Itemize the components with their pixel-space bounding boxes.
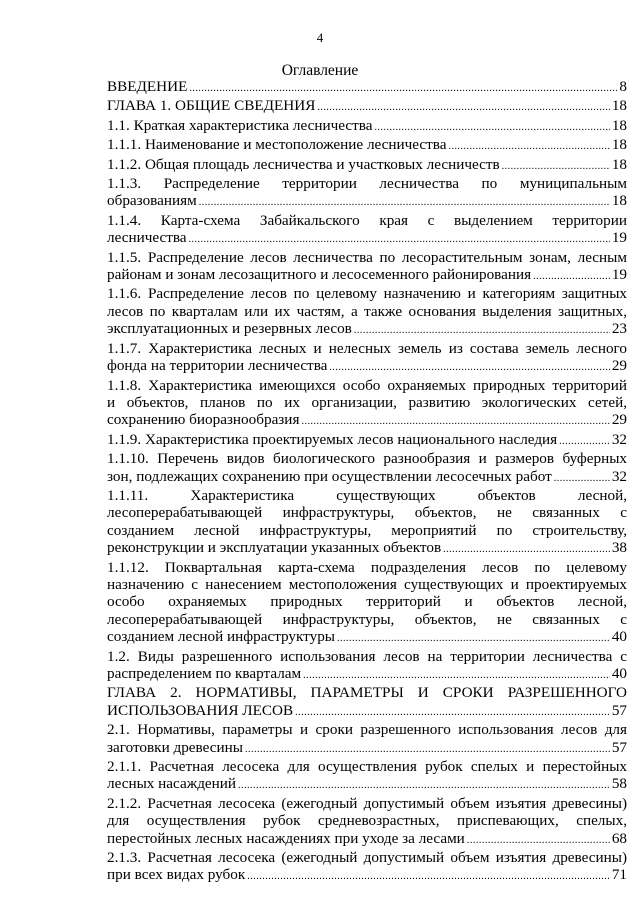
dot-leader [317,99,609,116]
toc-entry[interactable] [107,97,627,116]
toc-entry-title: зон, подлежащих сохранению при осуществлении лесосечных работ [107,467,552,485]
toc-entry-line: 1.1.7. Характеристика лесных и нелесных земель из состава земель лесного [107,339,627,357]
toc-entry-line: 1.1.8. Характеристика имеющихся особо охраняемых природных территорий [107,376,627,394]
toc-entry-page-number: 58 [611,775,627,793]
dot-leader [189,80,617,97]
dot-leader [374,119,609,136]
toc-entry-page-number: 19 [611,266,627,284]
toc-entry[interactable] [107,721,627,758]
toc-entry-leader-line [107,229,627,248]
dot-leader [301,413,609,430]
dot-leader [303,667,610,684]
toc-entry-title: лесных насаждений [107,775,237,793]
toc-entry[interactable] [107,795,627,849]
toc-entry-line: для осуществления рубок средневозрастных, приспевающих, спелых, [107,812,627,830]
toc-entry-line: 1.1.5. Распределение лесов лесничества по лесорастительным зонам, лесным [107,248,627,266]
toc-entry-title: районам и зонам лесозащитного и лесосеменного районирования [107,266,532,284]
toc-entry-line: особо охраняемых природных территорий и объектов лесной, [107,593,627,611]
page-number: 4 [316,30,324,45]
toc-entry-title: 1.1.1. Наименование и местоположение лесничества [107,136,447,154]
toc-entry-leader-line [107,702,627,721]
toc-entry[interactable] [107,285,627,339]
toc-entry-line: 2.1.3. Расчетная лесосека (ежегодный допустимый объем изъятия древесины) [107,849,627,867]
toc-entry-leader-line [107,97,627,116]
toc-entry-title: заготовки древесины [107,738,243,756]
toc-entry-title: 1.1.9. Характеристика проектируемых лесов национального наследия [107,430,558,448]
dot-leader [502,158,610,175]
toc-entry-title: ГЛАВА 1. ОБЩИЕ СВЕДЕНИЯ [107,97,316,115]
toc-entry-title: ИСПОЛЬЗОВАНИЯ ЛЕСОВ [107,701,294,719]
dot-leader [559,433,610,450]
toc-entry-line: 2.1.1. Расчетная лесосека для осуществления рубок спелых и перестойных [107,758,627,776]
toc-entry-title: образованиям [107,192,197,210]
toc-entry-leader-line [107,739,627,758]
toc-entry-title: 1.1. Краткая характеристика лесничества [107,116,373,134]
toc-entry-title: 1.1.2. Общая площадь лесничества и участковых лесничеств [107,155,500,173]
toc-entry-leader-line [107,78,627,97]
toc-entry-line: 1.1.4. Карта-схема Забайкальского края с выделением территории [107,211,627,229]
toc-entry[interactable] [107,156,627,175]
toc-entry-line: 2.1. Нормативы, параметры и сроки разрешенного использования лесов для [107,721,627,739]
toc-entry-leader-line [107,266,627,285]
toc-entry-page-number: 23 [611,320,627,338]
toc-entry-title: лесничества [107,229,187,247]
toc-entry-title: эксплуатационных и резервных лесов [107,320,352,338]
toc-entry-page-number: 40 [611,665,627,682]
toc-entry-title: фонда на территории лесничества [107,357,328,375]
toc-entry[interactable] [107,648,627,685]
toc-entry-leader-line [107,539,627,558]
toc-entry-page-number: 18 [611,97,627,115]
toc-entry-title: перестойных лесных насаждениях при уходе за лесами [107,829,465,847]
toc-entry-leader-line [107,468,627,487]
toc-entry-line: 1.1.11. Характеристика существующих объектов лесной, [107,486,627,504]
toc-entry-title: при всех видах рубок [107,866,246,884]
toc-entry-leader-line [107,628,627,647]
dot-leader [467,832,610,849]
toc-entry-leader-line [107,320,627,339]
toc-entry-page-number: 57 [611,701,627,719]
toc-entry-leader-line [107,136,627,155]
toc-entry-line: лесов по кварталам или их частям, а также основания выделения защитных, [107,302,627,320]
toc-entry-leader-line [107,192,627,211]
toc-entry-title: реконструкции и эксплуатации указанных объектов [107,539,442,557]
toc-entry-page-number: 8 [619,78,627,95]
dot-leader [554,470,610,487]
toc-entry-leader-line [107,156,627,175]
toc-entry[interactable] [107,758,627,795]
toc-entry-line: назначению с нанесением местоположения существующих и проектируемых [107,575,627,593]
toc-entry[interactable] [107,684,627,721]
toc-entry-leader-line [107,665,627,684]
toc-entry-page-number: 18 [611,136,627,154]
toc-entry-line: 1.1.12. Поквартальная карта-схема подразделения лесов по целевому [107,558,627,576]
toc-entry-line: 1.1.10. Перечень видов биологического разнообразия и размеров буферных [107,450,627,468]
dot-leader [189,231,610,248]
toc-entry-page-number: 19 [611,229,627,247]
dot-leader [245,741,610,758]
toc-entry-page-number: 40 [611,628,627,646]
toc-entry[interactable] [107,212,627,249]
toc-entry-line: и объектов, планов по их организации, развитию экологических сетей, [107,393,627,411]
toc-title: Оглавление [281,62,359,79]
toc-entry-leader-line [107,117,627,136]
toc-entry[interactable] [107,340,627,377]
dot-leader [443,541,610,558]
toc-entry[interactable] [107,78,627,97]
toc-entry-page-number: 32 [611,467,627,485]
dot-leader [449,138,610,155]
table-of-contents [107,78,627,886]
dot-leader [329,359,609,376]
dot-leader [295,704,610,721]
toc-entry[interactable] [107,377,627,431]
toc-entry-line: лесоперерабатывающей инфраструктуры, объектов, не связанных с [107,504,627,522]
toc-entry[interactable] [107,487,627,559]
toc-entry-line: 1.1.6. Распределение лесов по целевому назначению и категориям защитных [107,285,627,303]
toc-entry-page-number: 29 [611,411,627,429]
toc-entry[interactable] [107,136,627,155]
toc-entry-page-number: 29 [611,357,627,375]
toc-entry[interactable] [107,450,627,487]
toc-entry-page-number: 18 [611,155,627,173]
toc-entry-page-number: 71 [611,866,627,884]
dot-leader [533,268,610,285]
toc-entry-leader-line [107,411,627,430]
toc-entry-page-number: 68 [611,829,627,847]
toc-entry-line: лесоперерабатывающей инфраструктуры, объектов, не связанных с [107,610,627,628]
toc-entry-page-number: 57 [611,738,627,756]
dot-leader [354,322,610,339]
toc-entry-line: ГЛАВА 2. НОРМАТИВЫ, ПАРАМЕТРЫ И СРОКИ РАЗРЕШЕННОГО [107,684,627,702]
toc-entry-page-number: 32 [611,430,627,448]
toc-entry-page-number: 18 [611,116,627,134]
dot-leader [247,868,610,885]
toc-entry-line: созданием лесной инфраструктуры, мероприятий по строительству, [107,521,627,539]
toc-entry[interactable] [107,849,627,886]
toc-entry-leader-line [107,775,627,794]
toc-entry-title: созданием лесной инфраструктуры [107,628,336,646]
toc-entry[interactable] [107,117,627,136]
toc-entry-title: ВВЕДЕНИЕ [107,78,188,95]
toc-entry-leader-line [107,431,627,450]
toc-entry-page-number: 38 [611,539,627,557]
toc-entry-title: распределением по кварталам [107,665,302,682]
dot-leader [199,194,610,211]
toc-entry-line: 1.1.3. Распределение территории лесничества по муниципальным [107,175,627,193]
toc-entry-line: 1.2. Виды разрешенного использования лесов на территории лесничества с [107,647,627,665]
toc-entry[interactable] [107,175,627,212]
toc-entry[interactable] [107,559,627,648]
toc-entry[interactable] [107,249,627,286]
toc-entry-leader-line [107,866,627,885]
toc-entry-title: сохранению биоразнообразия [107,411,300,429]
toc-entry[interactable] [107,431,627,450]
toc-entry-line: 2.1.2. Расчетная лесосека (ежегодный допустимый объем изъятия древесины) [107,794,627,812]
dot-leader [337,630,610,647]
toc-entry-leader-line [107,830,627,849]
toc-entry-page-number: 18 [611,192,627,210]
dot-leader [238,777,610,794]
toc-entry-leader-line [107,357,627,376]
